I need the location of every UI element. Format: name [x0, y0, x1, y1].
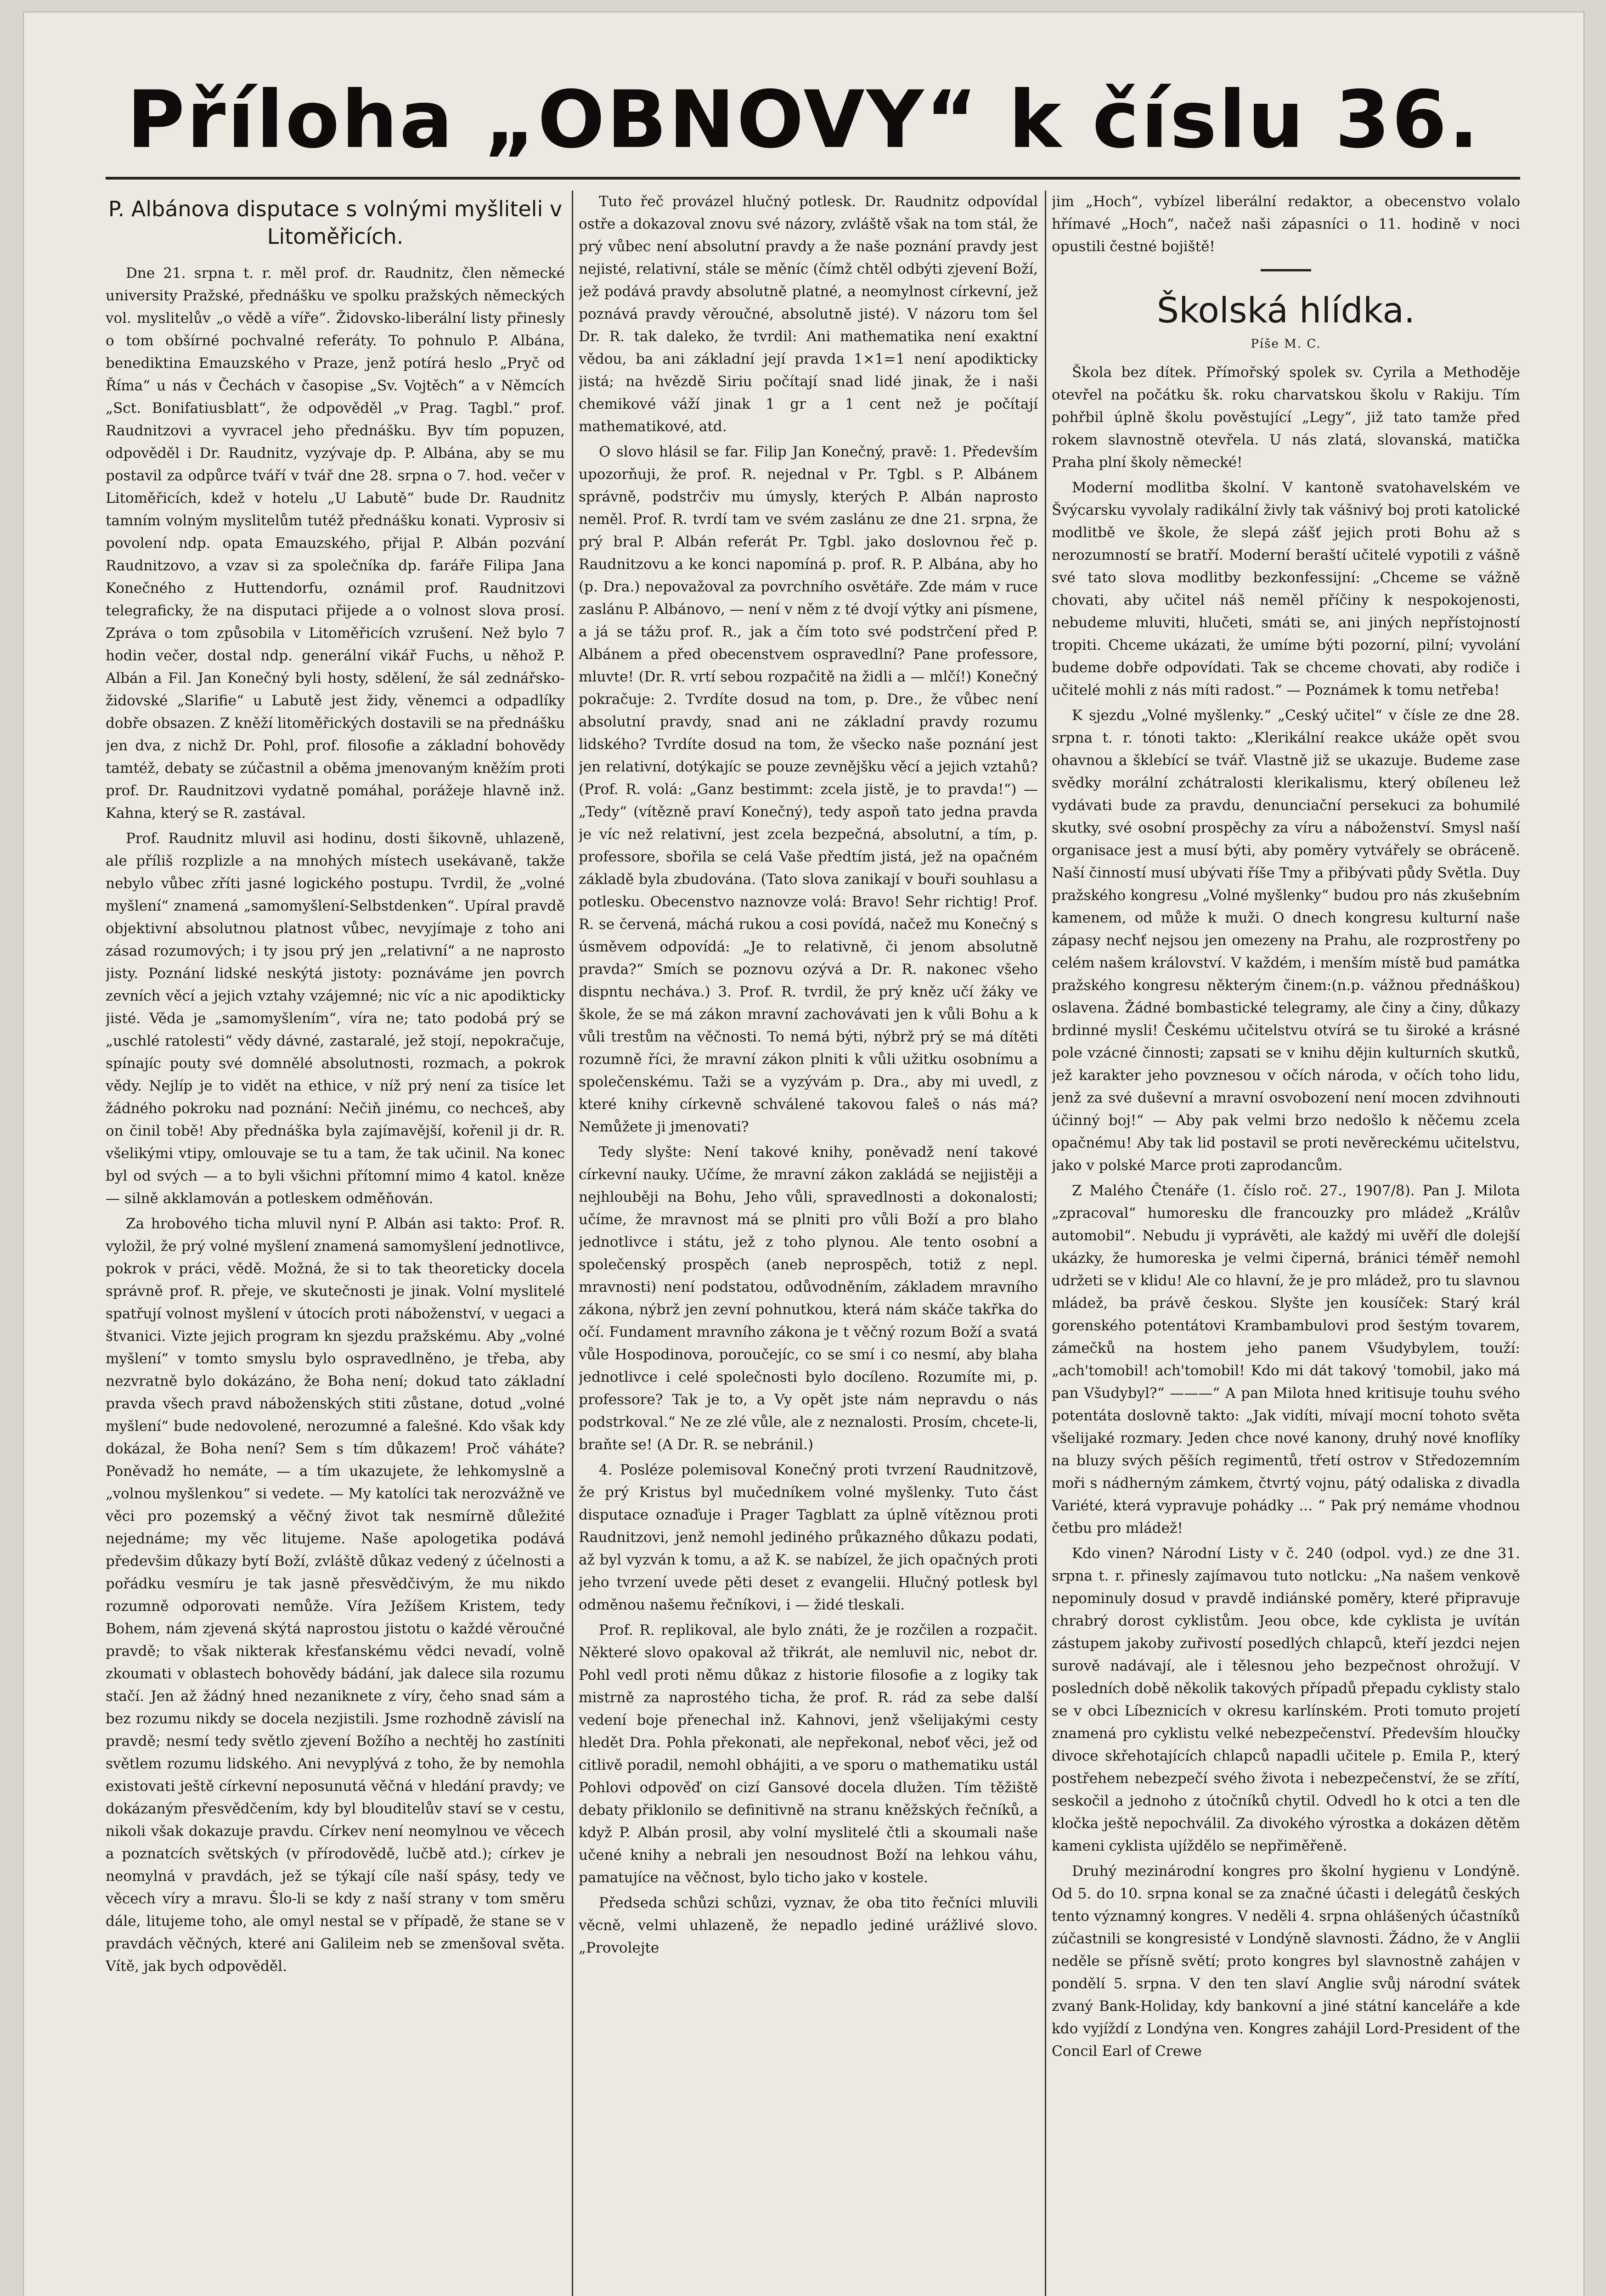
paragraph: 4. Posléze polemisoval Konečný proti tvrzení Raudnitzově, že prý Kristus byl mučedníkem volné myšlenky. Tuto část disputace oznaďuje i Prager Tagblatt za úplně vítěznou proti Raudnitzovi, jenž nemohl jediného průkazného důkazu podati, až byl vyzván k tomu, a až K. se nabízel, že jich opačných proti jeho tvrzení uvede pěti deset z evangelii. Hlučný potlesk byl odměnou našemu řečníkovi, i — židé tleskali.: [579, 1462, 1038, 1613]
paragraph: Za hrobového ticha mluvil nyní P. Albán asi takto: Prof. R. vyložil, že prý volné myšlení znamená samomyšlení jednotlivce, pokrok v práci, vědě. Možná, že si to tak theoreticky docela správně prof. R. přeje, ve skutečnosti je jinak. Volní myslitelé spatřují volnost myšlení v útocích proti náboženství, v uegaci a štvanici. Vizte jejich program kn sjezdu pražskému. Aby „volné myšlení“ v tomto smyslu bylo ospravedlněno, je třeba, aby nezvratně bylo dokázáno, že Boha není; dokud tato základní pravda všech pravd náboženských stiti zůstane, dotud „volné myšlení“ bude nedovolené, nerozumné a falešné. Kdo však kdy dokázal, že Boha není? Sem s tím důkazem! Proč váháte? Poněvadž ho nemáte, — a tím ukazujete, že lehkomyslně a „volnou myšlenkou“ si vedete. — My katolíci tak nerozvážně ve věci pro pozemský a věčný život tak nesmírně důležité nejednáme; my věc litujeme. Naše apologetika podává předevšim důkazy bytí Boží, zvláště důkaz vedený z účelnosti a pořádku vesmíru je tak jasně přesvědčivým, že mu nikdo rozumně odporovati nemůže. Víra Ježíšem Kristem, tedy Bohem, nám zjevená skýtá naprostou jistotu o každé věroučné pravdě; to však nikterak křesťanskému vědci nevadí, volně zkoumati v oblastech bohovědy bádání, jak dalece sila rozumu stačí. Jen až žádný hned nezaniknete z víry, čeho snad sám a bez rozumu nikdy se docela nezjistili. Jsme rozhodně závislí na pravdě; nesmí tedy světlo zjevení Božího a nechtěj ho zastíniti světlem rozumu lidského. Ani nevyplývá z toho, že by nemohla existovati ještě církevní neposunutá věčná v hledání pravdy; ve dokázaným přesvědčením, kdy byl blouditelův staví se v cestu, nikoli však dokazuje pravdu. Církev není neomylnou ve věcech a poznatcích světských (v přírodovědě, lučbě atd.); církev je neomylná v pravdách, jež se týkají cíle naší spásy, tedy ve věcech víry a mravu. Šlo-li se kdy z naší strany v tom směru dále, litujeme toho, ale omyl nestal se v případě, že stane se v pravdách věčných, které ani Galileim neb se zmenšoval světa. Vítě, jak bych odpověděl.: [106, 1216, 565, 1975]
paragraph: Prof. R. replikoval, ale bylo znáti, že je rozčilen a rozpačit. Některé slovo opakoval až třikrát, ale nemluvil nic, nebot dr. Pohl vedl proti němu důkaz z historie filosofie a z logiky tak mistrně za naprostého ticha, že prof. R. rád za sebe další vedení boje přenechal inž. Kahnovi, jenž všelijakými cesty hledět Dra. Pohla překonati, ale nepřekonal, neboť věci, jež od citlivě poradil, nemohl obhájiti, a ve sporu o mathematiku ustál Pohlovi odpověď on cizí Gansové docela dlužen. Tím těžiště debaty přiklonilo se definitivně na stranu kněžských řečníků, a když P. Albán prosil, aby volní myslitelé čtli a skoumali naše učené knihy a nebrali jen nesoudnost Boží na lehkou váhu, pamatujíce na věčnost, bylo ticho jako v kostele.: [579, 1622, 1038, 1886]
column-2: [579, 191, 1038, 2296]
paragraph: Tedy slyšte: Není takové knihy, poněvadž není takové církevní nauky. Učíme, že mravní zákon zakládá se nejjistěji a nejhlouběji na Bohu, Jeho vůli, spravedlnosti a dokonalosti; učíme, že mravnost má se plniti pro vůli Boží a pro blaho jednotlivce i státu, jež z toho plynou. Ale tento osobní a společenský prospěch (aneb neprospěch, totiž z nepl. mravnosti) není podstatou, odůvodněním, základem mravního zákona, nýbrž jen zevní pohnutkou, která nám skáče takřka do očí. Fundament mravního zákona je t věčný rozum Boží a svatá vůle Hospodinova, poroučejíc, co se smí i co nesmí, aby blaha jednotlivce i celé společnosti bylo docíleno. Rozumíte mi, p. professore? Tak je to, a Vy opět jste nám nepravdu o nás podstrkoval.“ Ne ze zlé vůle, ale z neznalosti. Prosím, chcete-li, braňte se! (A Dr. R. se nebránil.): [579, 1144, 1038, 1453]
column-3: [1052, 191, 1520, 2296]
masthead: [23, 67, 1584, 172]
header-rule: [106, 177, 1520, 180]
paragraph: Kdo vinen? Národní Listy v č. 240 (odpol. vyd.) ze dne 31. srpna t. r. přinesly zajímavou tuto notlcku: „Na našem venkově nepominuly dosud v pravdě indiánské poměry, které připravuje chrabrý dorost cyklistům. Jeou obce, kde cyklista je uvítán zástupem jakoby zuřivostí posedlých chlapců, kteří jezdci nejen surově nadávají, ale i tělesnou jeho bezpečnost ohrožují. V posledních době několik takových případů přepadu cyklisty stalo se v obci Líbeznicích v okresu karlínském. Proti tomuto projetí znamená pro cyklistu velké nebezpečenství. Především hloučky divoce skřehotajících chlapců napadli učitele p. Emila P., který postřehem nebezpečí svého života i nebezpečenství, že se zřítí, seskočil a jednoho z útočníků chytil. Odvedl ho k otci a ten dle kločka ještě nepochválil. Za divokého výrostka a dokázen dětěm kameni cyklista ujíždělo se nepřiměřeně.: [1052, 1545, 1520, 1854]
section-divider: [1261, 269, 1311, 271]
paragraph: Dne 21. srpna t. r. měl prof. dr. Raudnitz, člen německé university Pražské, přednášku ve spolku pražských německých vol. myslitelův „o vědě a víře“. Židovsko-liberální listy přinesly o tom obšírné pochvalné referáty. To pohnulo P. Albána, benediktina Emauzského v Praze, jenž potírá heslo „Pryč od Říma“ u nás v Čechách v časopise „Sv. Vojtěch“ a v Němcích „Sct. Bonifatiusblatt“, že odpověděl „v Prag. Tagbl.“ prof. Raudnitzovi a vyvracel jeho přednášku. Byv tím popuzen, odpověděl i Dr. Raudnitz, vyzývaje dp. P. Albána, aby se mu postavil za odpůrce tváří v tvář dne 28. srpna o 7. hod. večer v Litoměřicích, kdež v hotelu „U Labutě“ bude Dr. Raudnitz tamním volným myslitelům tutéž přednášku konati. Vyprosiv si povolení ndp. opata Emauzského, přijal P. Albán pozvání Raudnitzovo, a vzav si za společníka dp. faráře Filipa Jana Konečného z Huttendorfu, oznámil prof. Raudnitzovi telegraficky, že na disputaci přijede a o volnost slova prosí. Zpráva o tom způsobila v Litoměřicích vzrušení. Než bylo 7 hodin večer, dostal ndp. generální vikář Fuchs, u něhož P. Albán a Fil. Jan Konečný byli hosty, sdělení, že sál zednářsko-židovské „Slarifie“ u Labutě jest židy, věnemci a odpadlíky dobře obsazen. Z kněží litoměřických dostavili se na přednášku jen dva, z nichž Dr. Pohl, prof. filosofie a základní bohovědy tamtéž, debaty se zúčastnil a oběma jmenovaným kněžím proti prof. Dr. Raudnitzovi vydatně pomáhal, porážeje hlavně inž. Kahna, který se R. zastával.: [106, 265, 565, 822]
column-1: [106, 191, 565, 2296]
supplement-title: Příloha „OBNOVY“ k číslu 36.: [127, 73, 1481, 166]
paragraph: O slovo hlásil se far. Filip Jan Konečný, pravě: 1. Především upozorňuji, že prof. R. nejednal v Pr. Tgbl. s P. Albánem správně, podstrčiv mu úmysly, kterých P. Albán naprosto neměl. Prof. R. tvrdí tam ve svém zaslánu ze dne 21. srpna, že prý bral P. Albán referát Pr. Tgbl. jako doslovnou řeč p. Raudnitzovu a ke konci napomíná p. prof. R. P. Albána, aby ho (p. Dra.) nepovažoval za povrchního osvětáře. Zde mám v ruce zaslánu P. Albánovo, — není v něm z té dvojí výtky ani písmene, a já se tážu prof. R., jak a čím toto své podstrčení před P. Albánem a před obecenstvem ospravedlní? Pane professore, mluvte! (Dr. R. vrtí sebou rozpačitě na židli a — mlčí!) Konečný pokračuje: 2. Tvrdíte dosud na tom, p. Dre., že vůbec není absolutní pravdy, snad ani ne základní pravdy rozumu lidského? Tvrdíte dosud na tom, že všecko naše poznání jest jen relativní, dotýkajíc se pouze zevnějšku věcí a jejich vztahů? (Prof. R. volá: „Ganz bestimmt: zcela jistě, je to pravda!“) — „Tedy“ (vítězně praví Konečný), tedy aspoň tato jedna pravda je víc než relativní, jest zcela bezpečná, absolutní, a tím, p. professore, sbořila se celá Vaše předtím jistá, jež na opačném základě byla zbudována. (Tato slova zanikají v bouři souhlasu a potlesku. Obecenstvo naznovze volá: Bravo! Sehr richtig! Prof. R. se červená, máchá rukou a cosi povídá, načež mu Konečný s úsměvem odpovídá: „Je to relativně, či jenom absolutně pravda?“ Smích se poznovu ozývá a Dr. R. nakonec všeho dispntu necháva.) 3. Prof. R. tvrdil, že prý kněz učí žáky ve škole, že se má zákon mravní zachovávati jen k vůli Bohu a k vůli trestům na věčnosti. To nemá býti, nýbrž prý se má dítěti rozumně říci, že mravní zákon plniti k vůli užitku osobnímu a společenskému. Taži se a vyzývám p. Dra., aby mi uvedl, z které knihy církevně schválené takovou faleš o nás má? Nemůžete ji jmenovati?: [579, 444, 1038, 1135]
newspaper-page: [23, 11, 1584, 2296]
paragraph: Škola bez dítek. Přímořský spolek sv. Cyrila a Methoděje otevřel na počátku šk. roku charvatskou školu v Rakiju. Tím pohřbil úplně školu pověstující „Legy“, již tato tamže před rokem slavnostně otevřela. U nás zlatá, slovanská, matička Praha plní školy německé!: [1052, 364, 1520, 471]
paragraph: Druhý mezinárodní kongres pro školní hygienu v Londýně. Od 5. do 10. srpna konal se za značné účasti i delegátů českých tento významný kongres. V neděli 4. srpna ohlášených účastníků zúčastnili se kongresisté v Londýně slavnosti. Žádno, že v Anglii neděle se přísně světí; proto kongres byl slavnostně zahájen v pondělí 5. srpna. V den ten slaví Anglie svůj národní svátek zvaný Bank-Holiday, kdy bankovní a jiné státní kanceláře a kde kdo vyjíždí z Londýna ven. Kongres zahájil Lord-President of the Concil Earl of Crewe: [1052, 1863, 1520, 2060]
article-title: P. Albánova disputace s volnými myšliteli v Litoměřicích.: [108, 197, 563, 249]
paragraph: Tuto řeč provázel hlučný potlesk. Dr. Raudnitz odpovídal ostře a dokazoval znovu své názory, zvláště však na tom stál, že prý vůbec není absolutní pravdy a že naše poznání pravdy jest nejisté, relativní, stále se měníc (čímž chtěl odbýti zjevení Boží, jež podává pravdy absolutně platné, a neomylnost církevní, jež poznává pravdy věroučné, absolutně jisté). V názoru tom šel Dr. R. tak daleko, že tvrdil: Ani mathematika není exaktní vědou, ba ani základní její pravda 1×1=1 není apodikticky jistá; na hvězdě Siriu počítají snad lidé jinak, že i naši chemikové váží jinak 1 gr a 1 cent než je počítají mathematikové, atd.: [579, 193, 1038, 435]
paragraph: Předseda schůzi schůzi, vyznav, že oba tito řečníci mluvili věcně, velmi uhlazeně, že nepadlo jediné urážlivé slovo. „Provolejte: [579, 1895, 1038, 1956]
paragraph: K sjezdu „Volné myšlenky.“ „Ceský učitel“ v čísle ze dne 28. srpna t. r. tónoti takto: „Klerikální reakce ukáže opět svou ohavnou a šklebící se tvář. Vlastně již se ukazuje. Budeme zase svědky morální zchátralosti klerikalismu, který obíleneu lež vydávati bude za pravdu, denunciační persekuci za bohumilé skutky, své osobní prospěchy za víru a náboženství. Smysl naší organisace jest a musí býti, aby poměry vytvářely se obráceně. Naší činností musí ubývati říše Tmy a přibývati půdy Světla. Duy pražského kongresu „Volné myšlenky“ budou pro nás zkušebním kamenem, od může k muži. O dnech kongresu kulturní naše zápasy nechť nejsou jen omezeny na Prahu, ale rozprostřeny po celém našem království. V každém, i menším místě bud památka pražského kongresu některým činem:(n.p. vážnou přednáškou) oslavena. Žádné bombastické telegramy, ale činy a činy, důkazy brdinné mysli! Českému učitelstvu otvírá se tu široké a krásné pole vzácné činnosti; zapsati se v knihu dějin kulturních skutků, jež karakter jeho povznesou v očích národa, v očích toho lidu, jenž za své duševní a mravní osvobození není mocen zdvihnouti účinný boj!“ — Aby pak velmi brzo nedošlo k něčemu zcela opačnému! Aby tak lid postavil se proti nevěreckému učitelstvu, jako v polské Marce proti zaprodancům.: [1052, 707, 1520, 1174]
section-title: Školská hlídka.: [1156, 290, 1415, 331]
byline: Píše M. C.: [1251, 337, 1321, 351]
paragraph: Prof. Raudnitz mluvil asi hodinu, dosti šikovně, uhlazeně, ale příliš rozplizle a na mnohých místech usekávaně, takže nebylo vůbec zříti jasné logického postupu. Tvrdil, že „volné myšlení“ znamená „samomyšlení-Selbstdenken“. Upíral pravdě objektivní absolutnou platnost vůbec, nevyjímaje z toho ani zásad rozumových; i ty jsou prý jen „relativní“ a ne naprosto jisty. Poznání lidské neskýtá jistoty: poznáváme jen povrch zevních věcí a jejich vztahy vzájemné; nic víc a nic apodikticky jisté. Věda je „samomyšlením“, víra ne; tato podobá prý se „uschlé ratolesti“ vědy dávné, zastaralé, jež stojí, nepokračuje, spínajíc pouty své domnělé absolutnosti, rozmach, a pokrok vědy. Nejlíp je to vidět na ethice, v níž prý není za tisíce let žádného pokroku nad poznání: Nečiň jinému, co nechceš, aby on činil tobě! Aby přednáška byla zajímavější, kořenil ji dr. R. všelikými vtipy, omlouvaje se tu a tam, že tak učinil. Na konec byl od svých — a to byli všichni přítomní mimo 4 katol. kněze — silně akklamován a potleskem odměňován.: [106, 830, 565, 1207]
paragraph: Z Malého Čtenáře (1. číslo roč. 27., 1907/8). Pan J. Milota „zpracoval“ humoresku dle francouzky pro mládež „Králův automobil“. Nebudu ji vyprávěti, ale každý mi uvěří dle dolejší ukázky, že humoreska je velmi čiperná, bránici téměř nemohl udržeti se v klidu! Ale co hlavní, že je pro mládež, pro tu slavnou mládež, ba právě českou. Slyšte jen kousíček: Starý král gorenského potentátovi Krambambulovi prod šestým tovarem, zámečků na hostem jeho panem Všudybylem, touží: „ach'tomobil! ach'tomobil! Kdo mi dát takový 'tomobil, jako má pan Všudybyl?“ ———“ A pan Milota hned kritisuje touhu svého potentáta doslovně takto: „Jak vidíti, mívají mocní tohoto světa všelijaké rozmary. Jeden chce nové kanony, druhý nové knoflíky na bluzy svých pěších regimentů, třetí ostrov v Středozemním moři s nádherným zámkem, čtvrtý vojnu, pátý odaliska z divadla Variété, která vypravuje pohádky ... “ Pak prý nemáme vhodnou četbu pro mládež!: [1052, 1182, 1520, 1536]
column-rule: [1045, 191, 1046, 2296]
paragraph: jim „Hoch“, vybízel liberální redaktor, a obecenstvo volalo hřímavé „Hoch“, načež naši zápasníci o 11. hodině v noci opustili čestné bojiště!: [1052, 193, 1520, 255]
paragraph: Moderní modlitba školní. V kantoně svatohavelském ve Švýcarsku vyvolaly radikální živly tak vášnivý boj proti katolické modlitbě ve škole, že slepá zášť jejich proti Bohu až s nerozumností se bratří. Moderní beraští učitelé vypotili z vášně své tato slova modlitby bezkonfessijní: „Chceme se vážně chovati, aby učitel náš neměl příčiny k nespokojenosti, nebudeme mluviti, hlučeti, smáti se, ani jiných nepřístojností tropiti. Chceme ukázati, že umíme býti pozorní, pilní; vyvolání budeme dobře odpovídati. Tak se chceme chovati, aby rodiče i učitelé mohli z nás míti radost.“ — Poznámek k tomu netřeba!: [1052, 479, 1520, 698]
column-rule: [572, 191, 573, 2296]
